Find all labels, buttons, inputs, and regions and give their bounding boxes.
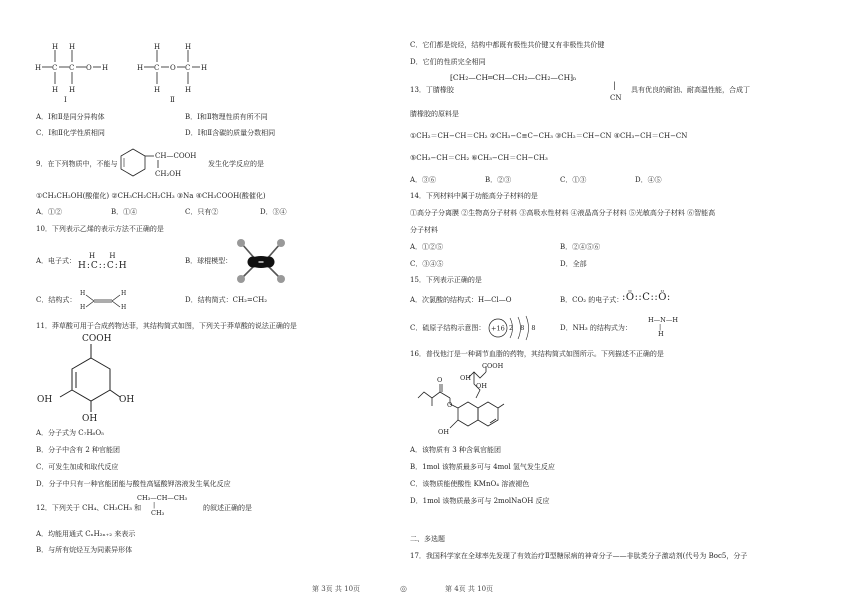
svg-text:H: H: [80, 290, 86, 297]
ethylene-structure-formula: [78, 287, 130, 309]
atom-o: O: [170, 64, 176, 72]
sulfur-atom-diagram: [488, 314, 538, 342]
nh3-structure: H—N—H | H: [648, 316, 679, 339]
o-label: O: [437, 376, 443, 384]
q12-option-b: B．与所有烷烃互为同素异形体: [36, 546, 133, 554]
q9-cooh-text: CH—COOH: [155, 152, 197, 160]
q13-option-c: C．①③: [560, 176, 587, 184]
co2-electron-formula: :Ö::C::Ö:: [622, 292, 671, 303]
ball-and-stick-model: [232, 238, 292, 286]
q16-option-a: A．该物质有 3 种含氧官能团: [410, 446, 501, 454]
oh-label: OH: [82, 414, 98, 424]
q10-stem: 10．下列表示乙烯的表示方法不正确的是: [36, 225, 164, 233]
svg-text:H: H: [52, 43, 59, 51]
q11-option-c: C．可发生加成和取代反应: [36, 463, 119, 471]
q11-option-b: B．分子中含有 2 种官能团: [36, 446, 121, 454]
q13-option-b: B．②③: [485, 176, 512, 184]
atom-h: H: [137, 64, 144, 72]
q9-option-b: B．①④: [111, 208, 138, 216]
oh-label: OH: [438, 428, 449, 436]
q12-stem-end: 的叙述正确的是: [203, 504, 252, 512]
q14-option-c: C．③④⑤: [410, 260, 444, 268]
q13-options-line2: ⑤CH₃−CH＝CH₂ ⑥CH₃−CH＝CH−CH₃: [410, 154, 548, 162]
q12-option-c: C．它们都是烷烃，结构中都既有极性共价键又有非极性共价键: [410, 41, 605, 49]
atom-o: O: [86, 64, 92, 72]
cooh-label: COOH: [82, 334, 112, 344]
q8-option-a: A．Ⅰ和Ⅱ是同分异构体: [36, 113, 105, 121]
q11-stem: 11．莽草酸可用于合成药物达菲，其结构简式如图，下列关于莽草酸的说法正确的是: [36, 322, 297, 330]
nitrile-rubber-polymer: ⁅CH₂—CH═CH—CH₂—CH₂—CH⁆ₙ: [450, 73, 577, 82]
atom-h: H: [102, 64, 109, 72]
q16-option-c: C．该物质能使酸性 KMnO₄ 溶液褪色: [410, 480, 530, 488]
atom-c: C: [69, 64, 75, 72]
oh-label: OH: [460, 374, 471, 382]
q14-option-a: A．①②⑤: [410, 243, 444, 251]
q10-electron-formula: H H H:C::C:H: [78, 252, 128, 271]
cn-bond: |: [613, 81, 616, 90]
left-page-footer: 第 3页 共 10页: [312, 585, 361, 593]
q11-option-d: D．分子中只有一种官能团能与酸性高锰酸钾溶液发生氧化反应: [36, 480, 231, 488]
svg-text:H: H: [80, 304, 86, 311]
nucleus-charge: +16: [491, 324, 505, 333]
svg-text:H: H: [154, 43, 161, 51]
svg-text:H: H: [185, 86, 192, 94]
q9-stem-start: 9．在下列物质中，不能与: [36, 160, 118, 168]
molecule-I-structure: [30, 40, 110, 105]
q8-option-c: C．Ⅰ和Ⅱ化学性质相同: [36, 129, 105, 137]
q9-option-d: D．③④: [260, 208, 287, 216]
q12-stem-start: 12．下列关于 CH₄、CH₃CH₃ 和: [36, 504, 142, 512]
svg-text:H: H: [69, 43, 76, 51]
cooh-label: COOH: [482, 362, 504, 370]
shikimic-acid-structure: [36, 332, 146, 424]
q12-branched-alkane: CH₃—CH—CH₃ | CH₃: [137, 494, 188, 518]
svg-text:H: H: [69, 86, 76, 94]
q10-option-b-label: B．球棍模型：: [185, 257, 233, 265]
q16-option-d: D．1mol 该物质最多可与 2molNaOH 反应: [410, 497, 550, 505]
q16-option-b: B．1mol 该物质最多可与 4mol 氢气发生反应: [410, 463, 555, 471]
q14-list-line2: 分子材料: [410, 226, 438, 234]
q9-ch2oh-text: CH₂OH: [155, 170, 182, 178]
roman-label-I: Ⅰ: [64, 96, 67, 104]
q13-options-line1: ①CH₂＝CH−CH＝CH₂ ②CH₃−C≡C−CH₃ ③CH₂＝CH−CN ④CH₃−CH＝CH−CN: [410, 132, 688, 140]
atom-c: C: [185, 64, 191, 72]
o-label: O: [447, 401, 453, 409]
oh-label: OH: [476, 382, 487, 390]
q13-stem-cont: 腈橡胶的原料是: [410, 110, 459, 118]
electron-shells: 2 8 8: [509, 324, 539, 332]
q10-option-c-label: C．结构式：: [36, 296, 77, 304]
q15-option-a: A．次氯酸的结构式：H—Cl—O: [410, 296, 512, 304]
q14-stem: 14．下列材料中属于功能高分子材料的是: [410, 192, 538, 200]
q9-reagents: ①CH₃CH₂OH(酸催化) ②CH₃CH₂CH₂CH₃ ③Na ④CH₃COOH(酸催化): [36, 192, 266, 200]
oh-label: OH: [37, 395, 53, 405]
atom-c: C: [154, 64, 160, 72]
q8-option-b: B．Ⅰ和Ⅱ物理性质有所不同: [185, 113, 268, 121]
svg-text:H: H: [121, 290, 127, 297]
section-heading: 二、多选题: [410, 535, 445, 543]
q16-stem: 16．普伐他汀是一种调节血脂的药物，其结构简式如图所示。下列描述不正确的是: [410, 350, 664, 358]
molecule-II-structure: [132, 40, 212, 105]
q13-stem-start: 13．丁腈橡胶: [410, 86, 454, 94]
svg-text:H: H: [185, 43, 192, 51]
q9-option-c: C．只有②: [185, 208, 219, 216]
atom-c: C: [52, 64, 58, 72]
q9-option-a: A．①②: [36, 208, 63, 216]
q14-option-b: B．②④⑤⑥: [560, 243, 601, 251]
q10-option-a-label: A．电子式：: [36, 257, 77, 265]
pravastatin-structure: [410, 362, 530, 442]
svg-text:H: H: [154, 86, 161, 94]
q15-option-c-label: C．硫原子结构示意图：: [410, 324, 486, 332]
q11-option-a: A．分子式为 C₇H₆O₅: [36, 429, 104, 437]
q13-stem-end: 具有优良的耐油、耐高温性能，合成丁: [631, 86, 750, 94]
right-page: [410, 0, 860, 608]
cn-group: CN: [610, 94, 622, 102]
q14-list-line1: ①高分子分离膜 ②生物高分子材料 ③高吸水性材料 ④液晶高分子材料 ⑤光敏高分子材料 ⑥智能高: [410, 209, 716, 217]
q15-option-b-label: B．CO₂ 的电子式：: [560, 296, 624, 304]
q13-option-a: A．③⑥: [410, 176, 437, 184]
q15-option-d-label: D．NH₃ 的结构式为：: [560, 324, 632, 332]
q12-option-d: D．它们的性质完全相同: [410, 58, 486, 66]
q13-option-d: D．④⑤: [635, 176, 662, 184]
binding-mark-icon: ◎: [400, 584, 407, 593]
atom-h: H: [35, 64, 42, 72]
q15-stem: 15．下列表示正确的是: [410, 276, 482, 284]
q9-stem-end: 发生化学反应的是: [208, 160, 264, 168]
right-page-footer: 第 4页 共 10页: [445, 585, 494, 593]
svg-text:H: H: [52, 86, 59, 94]
q12-option-a: A．均能用通式 CₙH₂ₙ₊₂ 来表示: [36, 530, 136, 538]
q17-stem: 17．我国科学家在全球率先发现了有效治疗Ⅱ型糖尿病的神奇分子——非肽类分子激动剂(代号为 Boc5，分子: [410, 552, 748, 560]
q9-molecule: [118, 146, 208, 186]
roman-label-II: Ⅱ: [170, 96, 175, 104]
oh-label: OH: [119, 395, 135, 405]
svg-text:H: H: [121, 304, 127, 311]
q8-option-d: D．Ⅰ和Ⅱ含碳的质量分数相同: [185, 129, 276, 137]
q10-option-d: D．结构简式：CH₂=CH₂: [185, 296, 268, 304]
atom-h: H: [201, 64, 208, 72]
q14-option-d: D．全部: [560, 260, 587, 268]
